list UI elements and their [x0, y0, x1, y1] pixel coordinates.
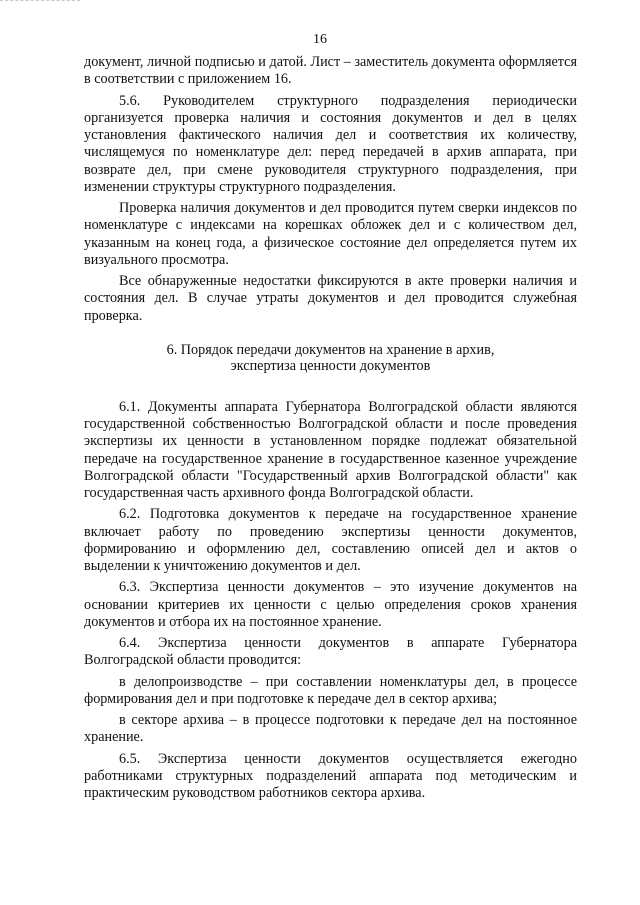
document-body — [84, 54, 577, 806]
paragraph-6-1: 6.1. Документы аппарата Губернатора Волгоградской области являются государственной собственностью Волгоградской области и после проведения экспертизы их ценности в установленном порядке подлежат обязательной передаче на государственное хранение в государственное казенное учреждение Волгоградской области "Государственный архив Волгоградской области" как государственная часть архивного фонда Волгоградской области. — [84, 398, 577, 501]
section-heading-line-2: экспертиза ценности документов — [230, 357, 431, 374]
paragraph-inventory-check: Проверка наличия документов и дел проводится путем сверки индексов по номенклатуре с индексами на корешках обложек дел и с количеством дел, указанным на конец года, а физическое состояние дел определяется путем их визуального просмотра. — [84, 200, 577, 268]
paragraph-continuation: документ, личной подписью и датой. Лист – заместитель документа оформляется в соответствии с приложением 16. — [84, 54, 577, 88]
paragraph-6-2: 6.2. Подготовка документов к передаче на государственное хранение включает работу по проведению экспертизы ценности документов, формированию и оформлению дел, составлению описей дел и актов о выделении к уничтожению документов и дел. — [84, 506, 577, 574]
section-heading — [84, 342, 577, 374]
page-number: 16 — [313, 32, 327, 47]
paragraph-6-3: 6.3. Экспертиза ценности документов – это изучение документов на основании критериев их ценности с целью определения сроков хранения документов и отбора их на постоянное хранение. — [84, 579, 577, 630]
paragraph-6-4-office: в делопроизводстве – при составлении номенклатуры дел, в процессе формирования дел и при подготовке к передаче дел в сектор архива; — [84, 673, 577, 707]
paragraph-6-5: 6.5. Экспертиза ценности документов осуществляется ежегодно работниками структурных подразделений аппарата под методическим и практическим руководством работников сектора архива. — [84, 750, 577, 801]
section-heading-line-1: 6. Порядок передачи документов на хранение в архив, — [166, 341, 495, 358]
paragraph-6-4-archive: в секторе архива – в процессе подготовки к передаче дел на постоянное хранение. — [84, 712, 577, 746]
paragraph-6-4: 6.4. Экспертиза ценности документов в аппарате Губернатора Волгоградской области проводится: — [84, 635, 577, 669]
paragraph-5-6: 5.6. Руководителем структурного подразделения периодически организуется проверка наличия и состояния документов и дел в целях установления фактического наличия дел и соответствия их количеству, числящемуся по номенклатуре дел: перед передачей в архив аппарата, при возврате дел, при смене руководителя структурного подразделения, при изменении структуры структурного подразделения. — [84, 92, 577, 195]
scan-corner-mark — [0, 0, 80, 6]
paragraph-deficiencies: Все обнаруженные недостатки фиксируются в акте проверки наличия и состояния дел. В случае утраты документов и дел проводится служебная проверка. — [84, 273, 577, 324]
